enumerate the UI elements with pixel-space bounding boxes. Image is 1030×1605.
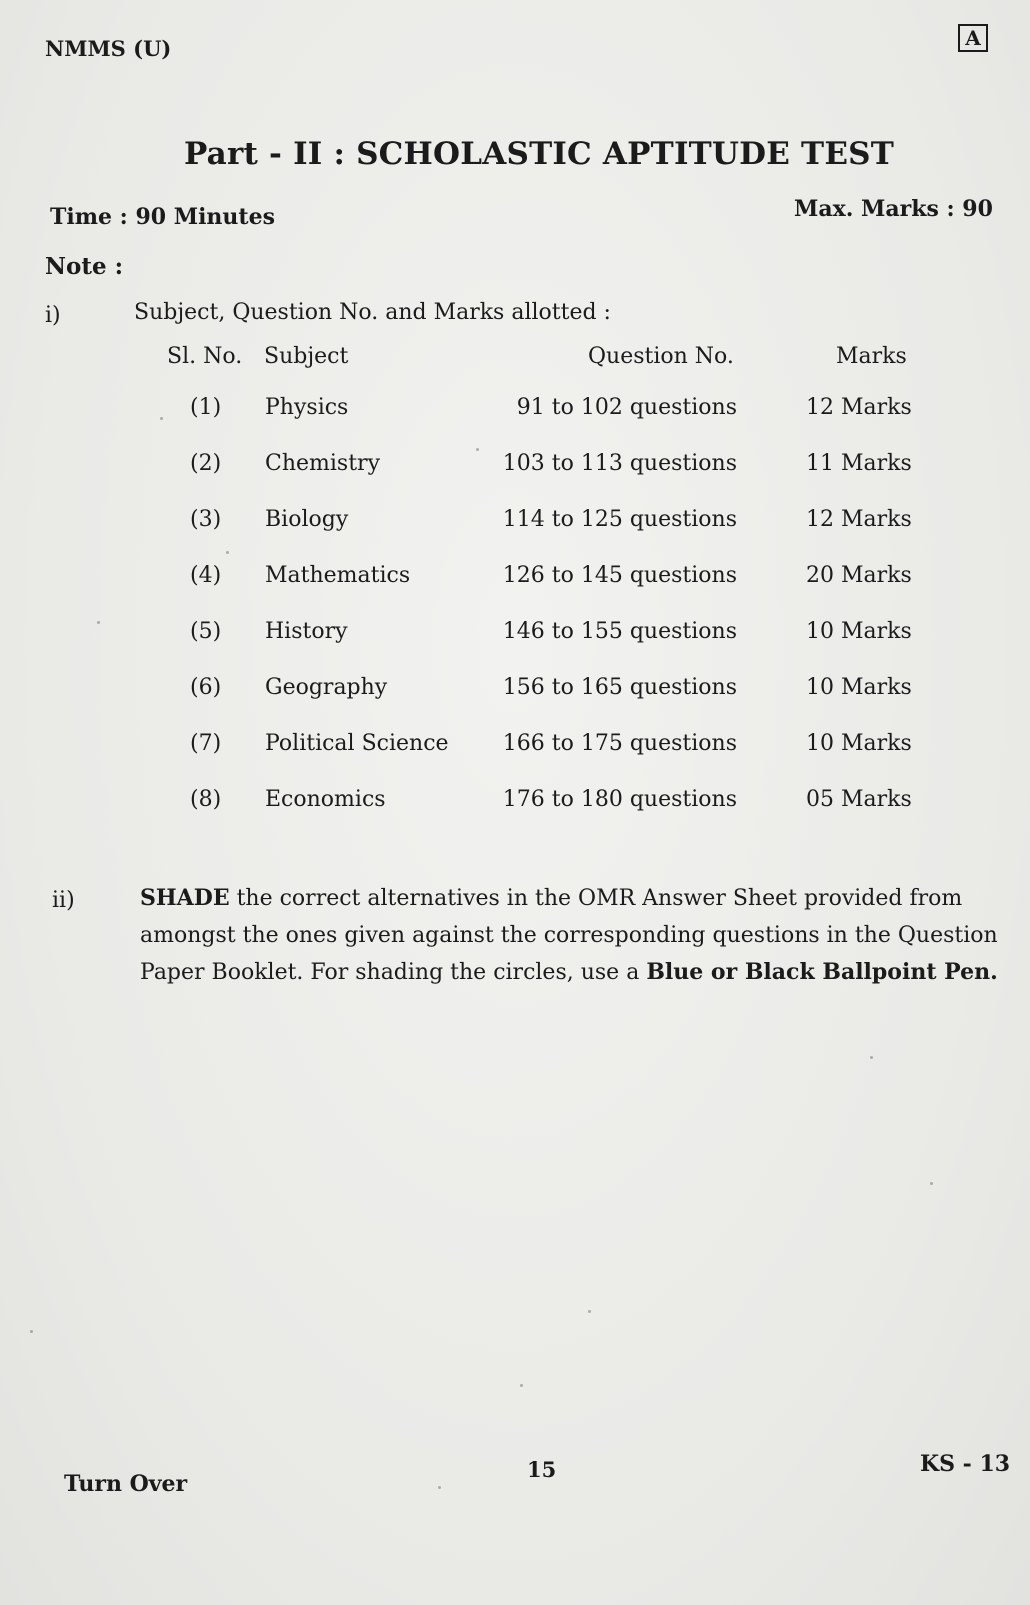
page-title: Part - II : SCHOLASTIC APTITUDE TEST [184,136,895,172]
row-question-range: 166 to 175 questions [502,731,737,756]
paper-speck [930,1182,933,1185]
row-subject: Chemistry [265,451,380,476]
table-row [0,451,1030,491]
table-row [0,507,1030,547]
table-row [0,675,1030,715]
table-row [0,563,1030,603]
column-header-question-no: Question No. [588,344,734,369]
row-marks: 10 Marks [806,619,912,644]
max-marks: Max. Marks : 90 [794,196,993,222]
paper-speck [438,1486,441,1489]
row-question-range: 126 to 145 questions [502,563,737,588]
row-subject: Geography [265,675,388,700]
paper-speck [97,621,100,624]
item-number-2: ii) [52,888,75,913]
row-question-range: 176 to 180 questions [502,787,737,812]
row-marks: 20 Marks [806,563,912,588]
paper-speck [226,551,229,554]
row-sl-no: (7) [190,731,222,756]
row-sl-no: (2) [190,451,222,476]
row-marks: 12 Marks [806,507,912,532]
row-sl-no: (3) [190,507,222,532]
row-marks: 12 Marks [806,395,912,420]
item-2-bold-tail: Blue or Black Ballpoint Pen. [646,959,998,985]
row-subject: History [265,619,348,644]
item-number-1: i) [45,303,61,328]
column-header-sl-no: Sl. No. [167,344,243,369]
row-question-range: 146 to 155 questions [502,619,737,644]
row-sl-no: (6) [190,675,222,700]
paper-speck [870,1056,873,1059]
table-row [0,395,1030,435]
time-allowed: Time : 90 Minutes [50,204,275,230]
row-marks: 05 Marks [806,787,912,812]
column-header-subject: Subject [264,344,349,369]
row-sl-no: (4) [190,563,222,588]
turn-over-label: Turn Over [64,1471,188,1497]
table-row [0,787,1030,827]
row-sl-no: (1) [190,395,222,420]
row-marks: 10 Marks [806,675,912,700]
paper-speck [30,1330,33,1333]
row-question-range: 156 to 165 questions [502,675,737,700]
booklet-series-box: A [958,24,988,52]
item-2-body: the correct alternatives in the OMR Answer Sheet provided from amongst the ones given against the corresponding questions in the Question Paper Booklet. For shading the circles, use a [140,886,998,985]
row-sl-no: (8) [190,787,222,812]
paper-speck [160,417,163,420]
row-sl-no: (5) [190,619,222,644]
page-number: 15 [527,1457,557,1482]
item-1-text: Subject, Question No. and Marks allotted : [134,300,611,325]
row-question-range: 103 to 113 questions [502,451,737,476]
table-row [0,731,1030,771]
row-question-range: 91 to 102 questions [516,395,737,420]
table-row [0,619,1030,659]
row-subject: Economics [265,787,386,812]
row-question-range: 114 to 125 questions [502,507,737,532]
item-2-text [140,880,1006,991]
exam-code: NMMS (U) [45,36,172,61]
page-code: KS - 13 [920,1451,1011,1477]
row-marks: 10 Marks [806,731,912,756]
paper-speck [588,1310,591,1313]
paper-speck [520,1384,523,1387]
row-subject: Biology [265,507,349,532]
note-label: Note : [45,253,124,280]
item-2-bold-lead: SHADE [140,885,230,911]
column-header-marks: Marks [836,344,907,369]
paper-speck [476,448,479,451]
row-marks: 11 Marks [806,451,912,476]
row-subject: Physics [265,395,349,420]
row-subject: Political Science [265,731,449,756]
row-subject: Mathematics [265,563,411,588]
